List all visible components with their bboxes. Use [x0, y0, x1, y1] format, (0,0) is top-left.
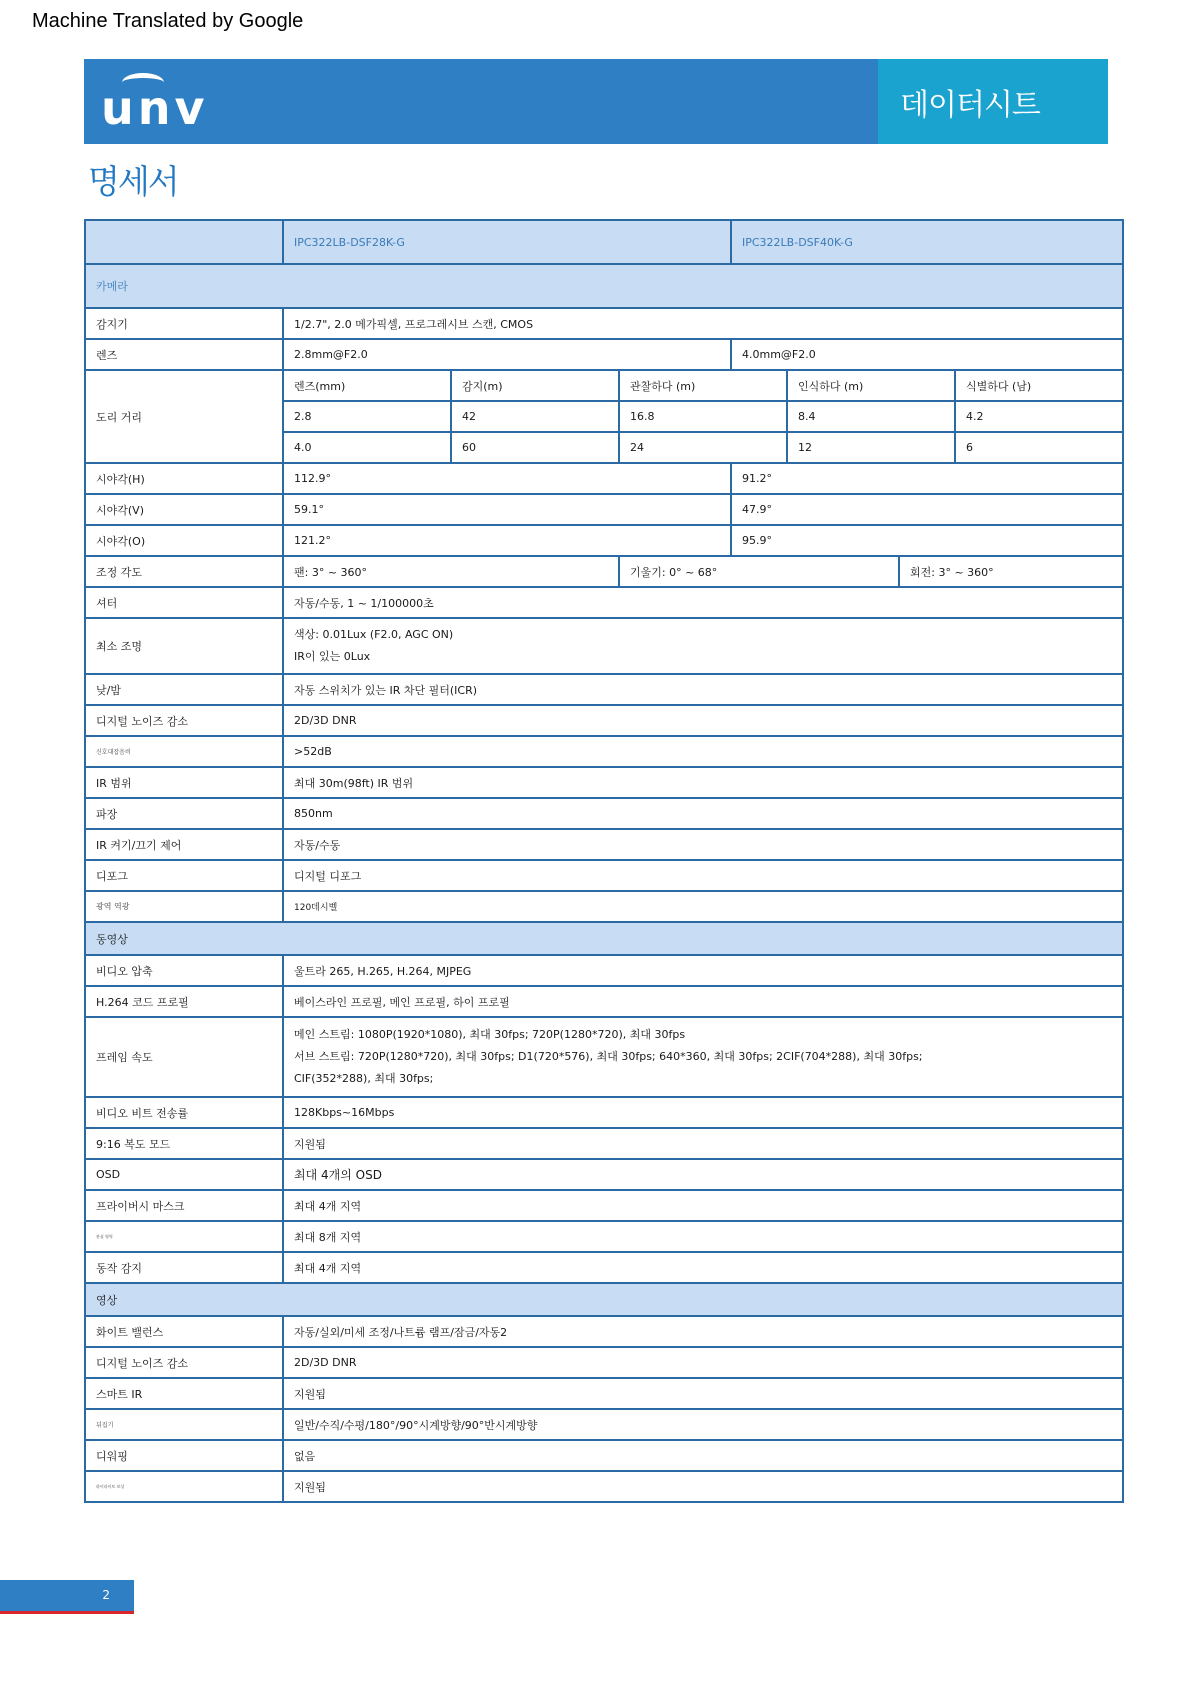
dori-cell: 42: [451, 401, 619, 432]
spec-label: IR 켜기/끄기 제어: [85, 829, 283, 860]
spec-value: 자동 스위치가 있는 IR 차단 필터(ICR): [283, 674, 1123, 705]
dori-header: 식별하다 (남): [955, 370, 1123, 401]
spec-row: [85, 1471, 1123, 1502]
spec-row: [85, 339, 1123, 370]
spec-label: 최소 조명: [85, 618, 283, 674]
section-title: 동영상: [85, 922, 1123, 955]
spec-row: [85, 767, 1123, 798]
spec-row: [85, 955, 1123, 986]
spec-value: 121.2°: [283, 525, 731, 556]
spec-row: [85, 1017, 1123, 1097]
spec-value: [283, 618, 1123, 674]
spec-value-line: 색상: 0.01Lux (F2.0, AGC ON): [294, 628, 454, 641]
spec-label: 프라이버시 마스크: [85, 1190, 283, 1221]
spec-value-line: CIF(352*288), 최대 30fps;: [294, 1072, 434, 1085]
spec-label: 관심 영역: [85, 1221, 283, 1252]
spec-value-line: 메인 스트림: 1080P(1920*1080), 최대 30fps; 720P(1280*720), 최대 30fps: [294, 1028, 686, 1041]
spec-value: 회전: 3° ~ 360°: [899, 556, 1123, 587]
spec-value: 120데시벨: [283, 891, 1123, 922]
spec-value: 2D/3D DNR: [283, 705, 1123, 736]
dori-cell: 4.0: [283, 432, 451, 463]
header-banner: [84, 59, 1108, 144]
spec-value: 지원됨: [283, 1471, 1123, 1502]
dori-header-row: [85, 370, 1123, 401]
page-title: 명세서: [88, 162, 178, 201]
spec-row: [85, 1409, 1123, 1440]
spec-label: 스마트 IR: [85, 1378, 283, 1409]
spec-value-line: 서브 스트림: 720P(1280*720), 최대 30fps; D1(720*576), 최대 30fps; 640*360, 최대 30fps; 2CIF(704*288), 최대 30fps;: [294, 1050, 923, 1063]
spec-value: [283, 1017, 1123, 1097]
spec-value: 59.1°: [283, 494, 731, 525]
spec-value: 없음: [283, 1440, 1123, 1471]
spec-value: 95.9°: [731, 525, 1123, 556]
spec-label: 도리 거리: [85, 370, 283, 463]
spec-label: 렌즈: [85, 339, 283, 370]
spec-value-line: IR이 있는 0Lux: [294, 650, 371, 663]
spec-label: 뒤집기: [85, 1409, 283, 1440]
spec-label: 디포그: [85, 860, 283, 891]
spec-row: [85, 308, 1123, 339]
spec-row: [85, 1316, 1123, 1347]
spec-row: [85, 1097, 1123, 1128]
dori-header: 감지(m): [451, 370, 619, 401]
dori-header: 관찰하다 (m): [619, 370, 787, 401]
spec-value: 지원됨: [283, 1378, 1123, 1409]
spec-row: [85, 494, 1123, 525]
page-number: 2: [0, 1580, 134, 1611]
spec-value: 2D/3D DNR: [283, 1347, 1123, 1378]
spec-value: 울트라 265, H.265, H.264, MJPEG: [283, 955, 1123, 986]
spec-value: 91.2°: [731, 463, 1123, 494]
spec-row: [85, 674, 1123, 705]
spec-value: 디지털 디포그: [283, 860, 1123, 891]
spec-label: OSD: [85, 1159, 283, 1190]
spec-label: 9:16 복도 모드: [85, 1128, 283, 1159]
spec-row: [85, 736, 1123, 767]
spec-value: 자동/수동, 1 ~ 1/100000초: [283, 587, 1123, 618]
logo-area: [84, 59, 878, 144]
spec-value: 최대 4개 지역: [283, 1190, 1123, 1221]
section-row: [85, 264, 1123, 308]
spec-value: 112.9°: [283, 463, 731, 494]
dori-cell: 2.8: [283, 401, 451, 432]
spec-value: 일반/수직/수평/180°/90°시계방향/90°반시계방향: [283, 1409, 1123, 1440]
spec-label: 디워핑: [85, 1440, 283, 1471]
dori-cell: 6: [955, 432, 1123, 463]
section-title: 카메라: [85, 264, 1123, 308]
spec-value: 팬: 3° ~ 360°: [283, 556, 619, 587]
spec-row: [85, 525, 1123, 556]
spec-label: 하이라이트 보상: [85, 1471, 283, 1502]
spec-row: [85, 860, 1123, 891]
spec-value: >52dB: [283, 736, 1123, 767]
model-name: IPC322LB-DSF40K-G: [731, 220, 1123, 264]
spec-row: [85, 463, 1123, 494]
dori-cell: 60: [451, 432, 619, 463]
spec-label: 감지기: [85, 308, 283, 339]
dori-header: 렌즈(mm): [283, 370, 451, 401]
spec-row: [85, 1128, 1123, 1159]
dori-cell: 16.8: [619, 401, 787, 432]
datasheet-label-box: [878, 59, 1108, 144]
spec-label: 광역 역광: [85, 891, 283, 922]
spec-label: 시야각(O): [85, 525, 283, 556]
dori-header: 인식하다 (m): [787, 370, 955, 401]
spec-value: 최대 4개 지역: [283, 1252, 1123, 1283]
spec-row: [85, 1440, 1123, 1471]
footer-accent-line: [0, 1611, 134, 1614]
spec-label: 시야각(V): [85, 494, 283, 525]
spec-table: [84, 219, 1124, 1503]
spec-row: [85, 829, 1123, 860]
banner-title: 데이터시트: [900, 87, 1040, 123]
spec-label: 셔터: [85, 587, 283, 618]
spec-label: 조정 각도: [85, 556, 283, 587]
spec-row: [85, 986, 1123, 1017]
dori-cell: 24: [619, 432, 787, 463]
spec-value: 자동/실외/미세 조정/나트륨 램프/잠금/자동2: [283, 1316, 1123, 1347]
spec-row: [85, 618, 1123, 674]
spec-label: 비디오 비트 전송률: [85, 1097, 283, 1128]
spec-row: [85, 1378, 1123, 1409]
dori-cell: 4.2: [955, 401, 1123, 432]
spec-label: IR 범위: [85, 767, 283, 798]
spec-value: 47.9°: [731, 494, 1123, 525]
header-blank-cell: [85, 220, 283, 264]
section-row: [85, 1283, 1123, 1316]
spec-row: [85, 1190, 1123, 1221]
brand-logo: unv: [101, 81, 209, 135]
model-name: IPC322LB-DSF28K-G: [283, 220, 731, 264]
spec-value: 자동/수동: [283, 829, 1123, 860]
spec-label: 비디오 압축: [85, 955, 283, 986]
spec-value: 4.0mm@F2.0: [731, 339, 1123, 370]
spec-label: 디지털 노이즈 감소: [85, 705, 283, 736]
spec-value: 128Kbps~16Mbps: [283, 1097, 1123, 1128]
spec-value: 기울기: 0° ~ 68°: [619, 556, 899, 587]
model-header-row: [85, 220, 1123, 264]
spec-value: 2.8mm@F2.0: [283, 339, 731, 370]
machine-translated-note: Machine Translated by Google: [32, 10, 304, 32]
spec-label: 신호대잡음비: [85, 736, 283, 767]
section-title: 영상: [85, 1283, 1123, 1316]
spec-label: 시야각(H): [85, 463, 283, 494]
dori-cell: 8.4: [787, 401, 955, 432]
spec-value: 1/2.7", 2.0 메가픽셀, 프로그레시브 스캔, CMOS: [283, 308, 1123, 339]
spec-row: [85, 798, 1123, 829]
spec-label: 동작 감지: [85, 1252, 283, 1283]
spec-row: [85, 1252, 1123, 1283]
spec-row: [85, 1221, 1123, 1252]
spec-value: 최대 4개의 OSD: [283, 1159, 1123, 1190]
dori-cell: 12: [787, 432, 955, 463]
spec-value: 850nm: [283, 798, 1123, 829]
spec-label: H.264 코드 프로필: [85, 986, 283, 1017]
spec-label: 프레임 속도: [85, 1017, 283, 1097]
spec-value: 지원됨: [283, 1128, 1123, 1159]
spec-label: 파장: [85, 798, 283, 829]
spec-value: 베이스라인 프로필, 메인 프로필, 하이 프로필: [283, 986, 1123, 1017]
spec-row: [85, 1347, 1123, 1378]
spec-row: [85, 1159, 1123, 1190]
spec-label: 화이트 밸런스: [85, 1316, 283, 1347]
spec-row: [85, 587, 1123, 618]
spec-label: 디지털 노이즈 감소: [85, 1347, 283, 1378]
spec-row: [85, 556, 1123, 587]
spec-value: 최대 8개 지역: [283, 1221, 1123, 1252]
section-row: [85, 922, 1123, 955]
spec-row: [85, 891, 1123, 922]
spec-row: [85, 705, 1123, 736]
spec-value: 최대 30m(98ft) IR 범위: [283, 767, 1123, 798]
spec-label: 낮/밤: [85, 674, 283, 705]
